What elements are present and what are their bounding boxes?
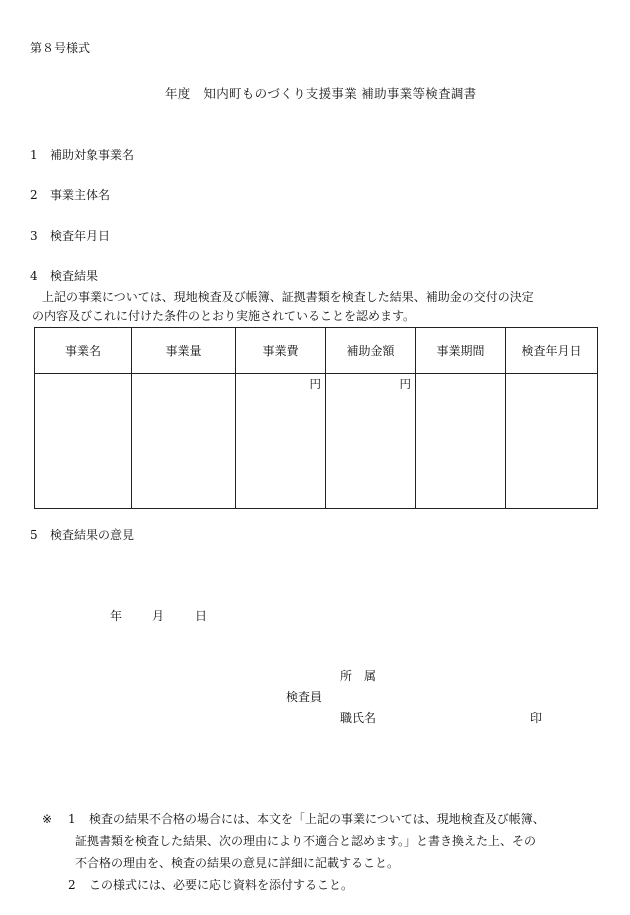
form-number: 第８号様式 xyxy=(30,41,91,55)
table-cell xyxy=(132,374,236,509)
section-number: 4 xyxy=(30,269,38,283)
result-statement-line: の内容及びこれに付けた条件のとおり実施されていることを認めます。 xyxy=(32,309,416,323)
note-number: 1 xyxy=(68,812,76,826)
result-statement xyxy=(32,288,614,326)
table-cell xyxy=(416,374,506,509)
note-mark: ※ xyxy=(42,812,53,826)
column-header: 検査年月日 xyxy=(506,328,598,374)
date-month: 月 xyxy=(152,609,165,623)
section-3 xyxy=(30,228,110,244)
table-cell xyxy=(35,374,132,509)
section-label: 検査結果 xyxy=(50,269,99,283)
table-cell: 円 xyxy=(236,374,326,509)
date-day: 日 xyxy=(195,609,208,623)
page-title: 年度 知内町ものづくり支援事業 補助事業等検査調書 xyxy=(165,86,477,101)
date-line xyxy=(110,608,207,624)
column-header: 事業期間 xyxy=(416,328,506,374)
column-header: 事業名 xyxy=(35,328,132,374)
name-label: 職氏名 xyxy=(340,711,377,725)
section-number: 3 xyxy=(30,229,38,243)
result-statement-line: 上記の事業については、現地検査及び帳簿、証拠書類を検査した結果、補助金の交付の決定 xyxy=(42,290,534,304)
column-header: 補助金額 xyxy=(326,328,416,374)
inspector-label: 検査員 xyxy=(286,690,323,704)
note-text: この様式には、必要に応じ資料を添付すること。 xyxy=(89,878,354,892)
section-label: 検査結果の意見 xyxy=(50,528,135,542)
section-label: 検査年月日 xyxy=(50,229,111,243)
section-5 xyxy=(30,527,134,543)
note-text: 検査の結果不合格の場合には、本文を「上記の事業については、現地検査及び帳簿、 xyxy=(89,812,545,826)
note-number: 2 xyxy=(68,878,76,892)
section-4 xyxy=(30,268,98,284)
section-1 xyxy=(30,147,134,163)
section-number: 1 xyxy=(30,148,38,162)
inspection-table xyxy=(34,327,598,509)
dept-label: 所 属 xyxy=(340,669,377,683)
section-number: 2 xyxy=(30,188,38,202)
column-header: 事業費 xyxy=(236,328,326,374)
note-text: 不合格の理由を、検査の結果の意見に詳細に記載すること。 xyxy=(75,856,400,870)
date-year: 年 xyxy=(110,609,123,623)
section-label: 事業主体名 xyxy=(50,188,111,202)
section-number: 5 xyxy=(30,528,38,542)
section-label: 補助対象事業名 xyxy=(50,148,135,162)
table-header-row xyxy=(35,328,598,374)
column-header: 事業量 xyxy=(132,328,236,374)
table-cell: 円 xyxy=(326,374,416,509)
table-cell xyxy=(506,374,598,509)
section-2 xyxy=(30,187,110,203)
note-text: 証拠書類を検査した結果、次の理由により不適合と認めます。」と書き換えた上、その xyxy=(75,834,537,848)
table-row xyxy=(35,374,598,509)
seal-mark: 印 xyxy=(530,711,543,725)
